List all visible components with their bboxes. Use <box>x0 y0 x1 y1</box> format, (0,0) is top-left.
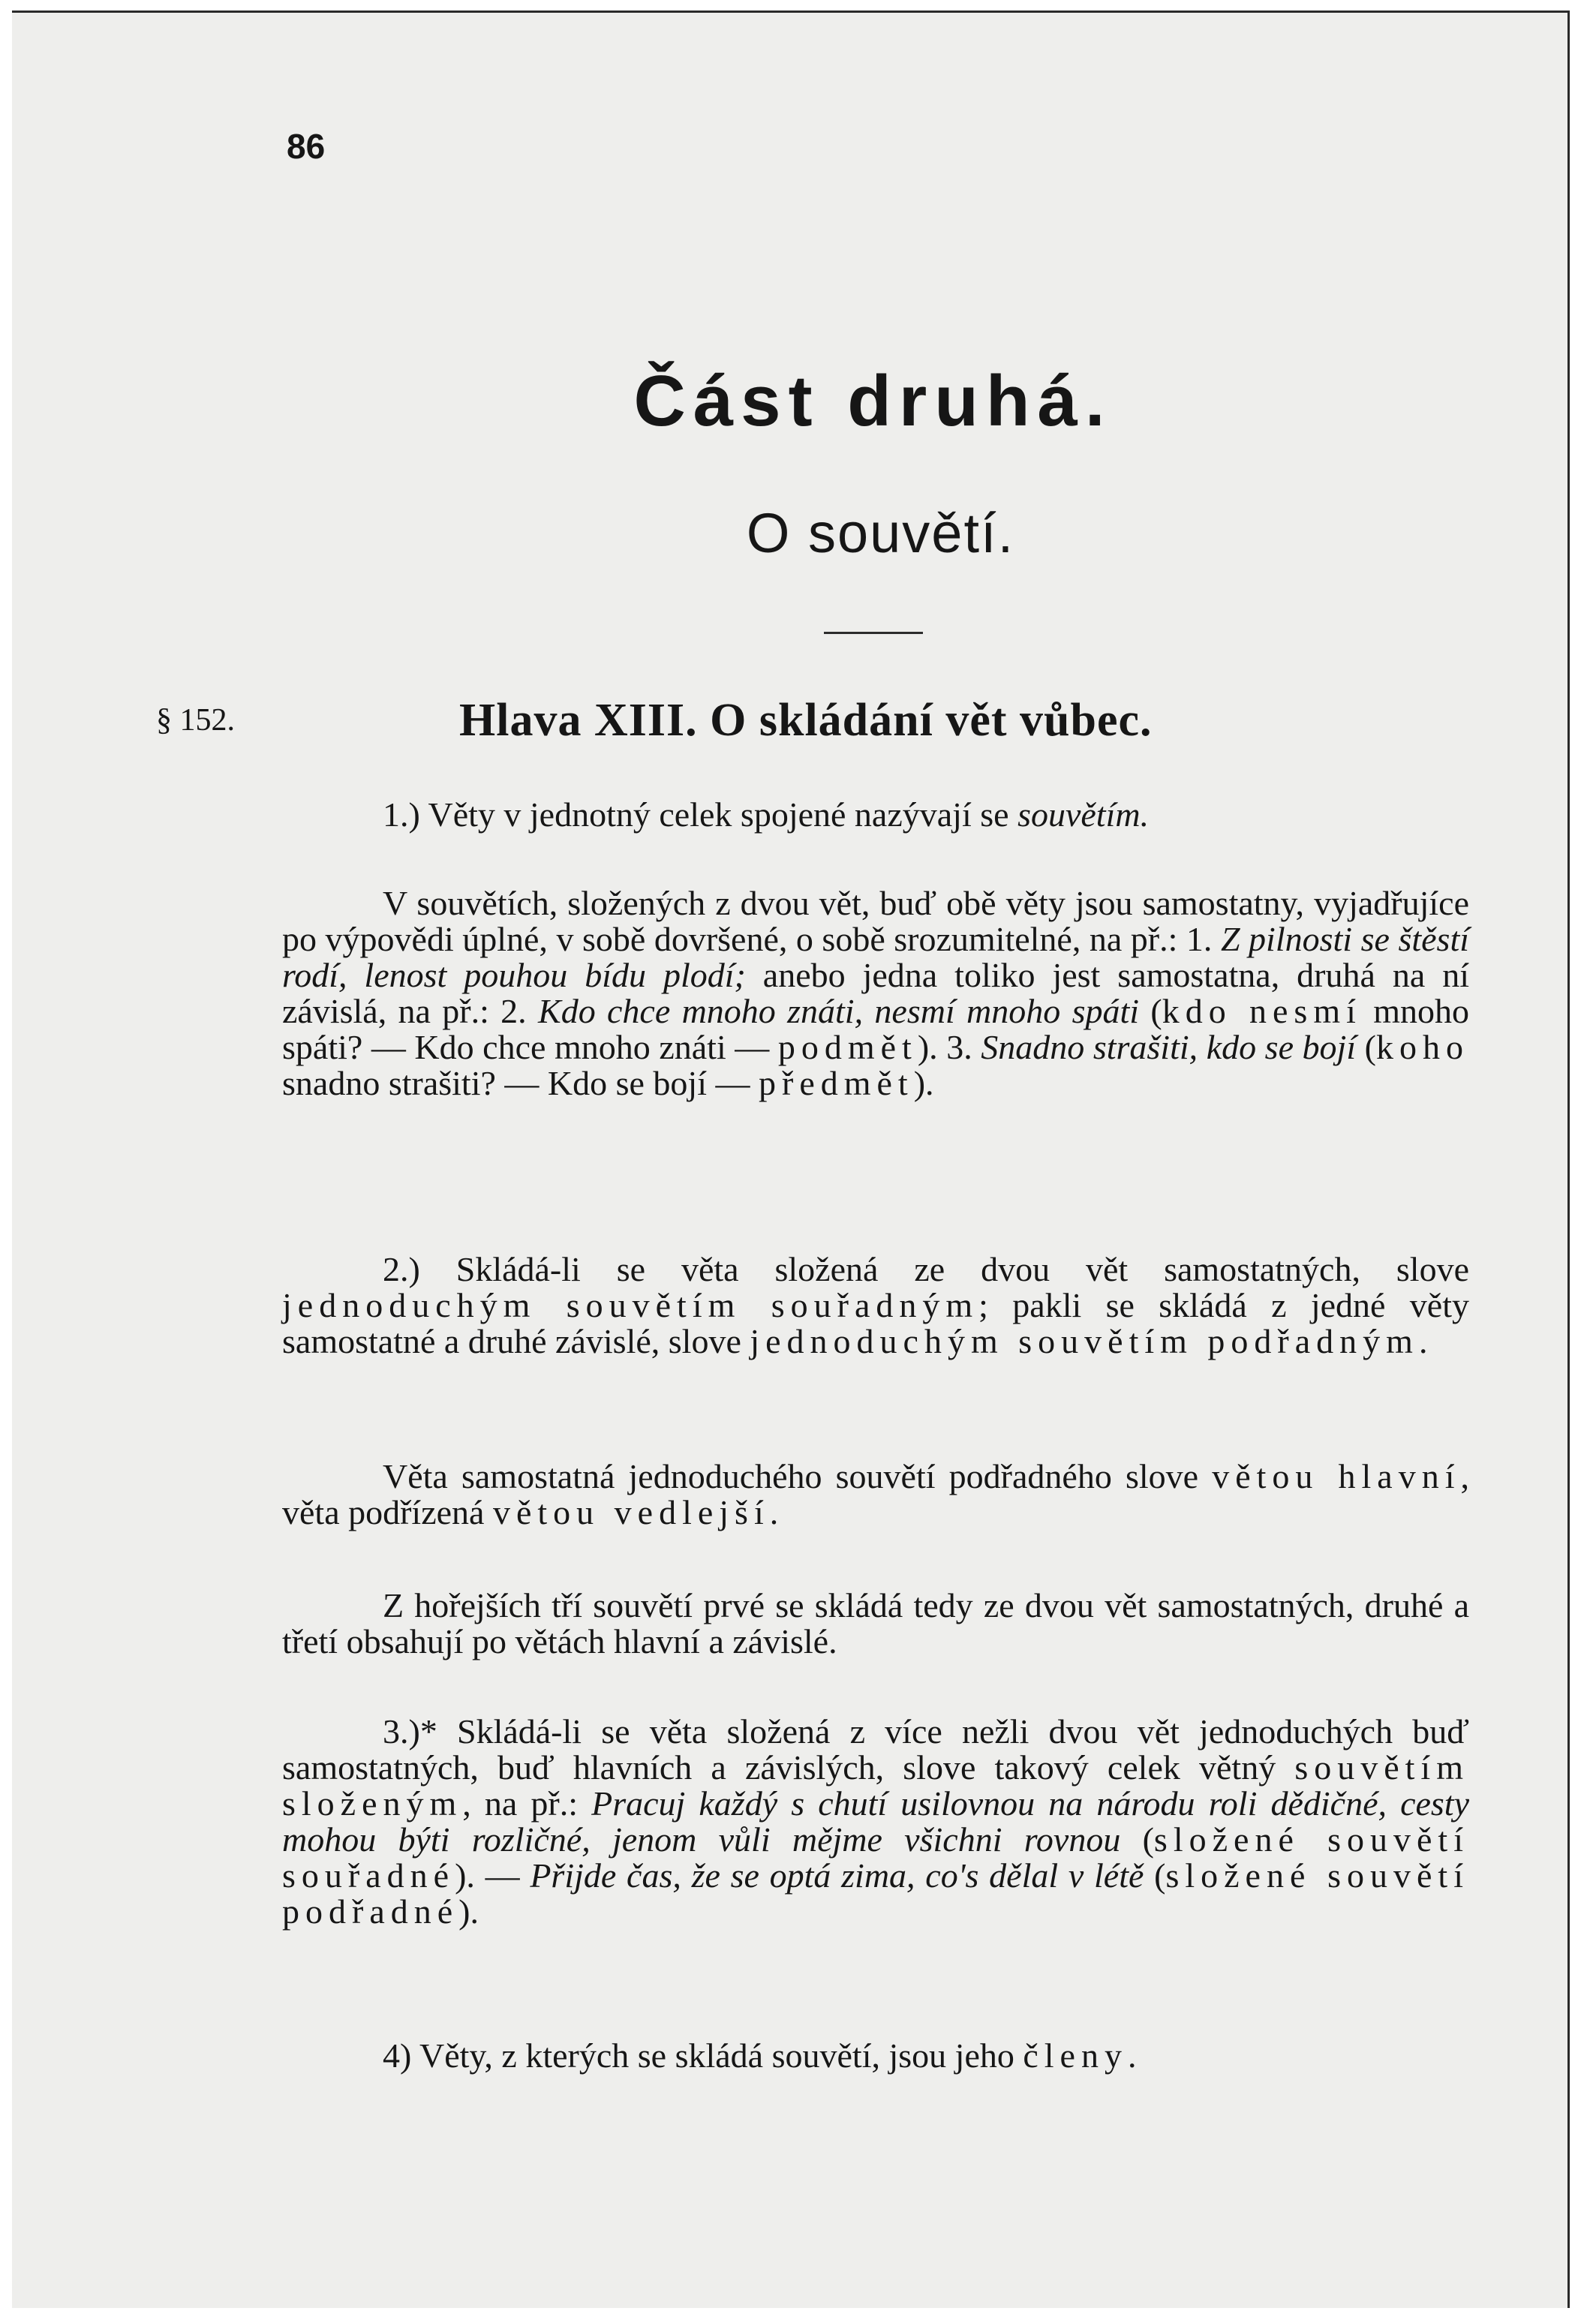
paragraph-3: 2.) Skládá-li se věta složená ze dvou vět samostatných, slove jednoduchým souvětím souřadným; pakli se skládá z jedné věty samostatné a druhé závislé, slove jednoduchým souvětím podřadným. <box>282 1250 1469 1360</box>
paragraph-2: V souvětích, složených z dvou vět, buď obě věty jsou samostatny, vyjadřujíce po výpovědi úplné, v sobě dovršené, o sobě srozumitelné, na př.: 1. Z pilnosti se štěstí rodí, lenost pouhou bídu plodí; anebo jedna toliko jest samostatna, druhá na ní závislá, na př.: 2. Kdo chce mnoho znáti, nesmí mnoho spáti (kdo nesmí mnoho spáti? — Kdo chce mnoho znáti — podmět). 3. Snadno strašiti, kdo se bojí (koho snadno strašiti? — Kdo se bojí — předmět). <box>282 884 1470 1102</box>
paragraph-7: 4) Věty, z kterých se skládá souvětí, jsou jeho členy. <box>383 2036 1137 2075</box>
paragraph-5: Z hořejších tří souvětí prvé se skládá tedy ze dvou vět samostatných, druhé a třetí obsahují po větách hlavní a závislé. <box>282 1586 1469 1660</box>
chapter-heading: Hlava XIII. O skládání vět vůbec. <box>459 695 1153 746</box>
page-number: 86 <box>287 127 326 166</box>
book-page <box>12 11 1570 2308</box>
paragraph-4: Věta samostatná jednoduchého souvětí podřadného slove větou hlavní, věta podřízená větou vedlejší. <box>282 1457 1469 1531</box>
section-mark: § 152. <box>156 703 235 738</box>
paragraph-1: 1.) Věty v jednotný celek spojené nazývají se souvětím. <box>383 795 1150 834</box>
part-title: Část druhá. <box>633 361 1113 441</box>
part-subtitle: O souvětí. <box>746 502 1015 564</box>
divider-rule <box>824 632 923 634</box>
paragraph-6: 3.)* Skládá-li se věta složená z více nežli dvou vět jednoduchých buď samostatných, buď hlavních a závislých, slove takový celek větný souvětím složeným, na př.: Pracuj každý s chutí usilovnou na národu roli dědičné, cesty mohou býti rozličné, jenom vůli mějme všichni rovnou (složené souvětí souřadné). — Přijde čas, že se optá zima, co's dělal v létě (složené souvětí podřadné). <box>282 1712 1470 1931</box>
